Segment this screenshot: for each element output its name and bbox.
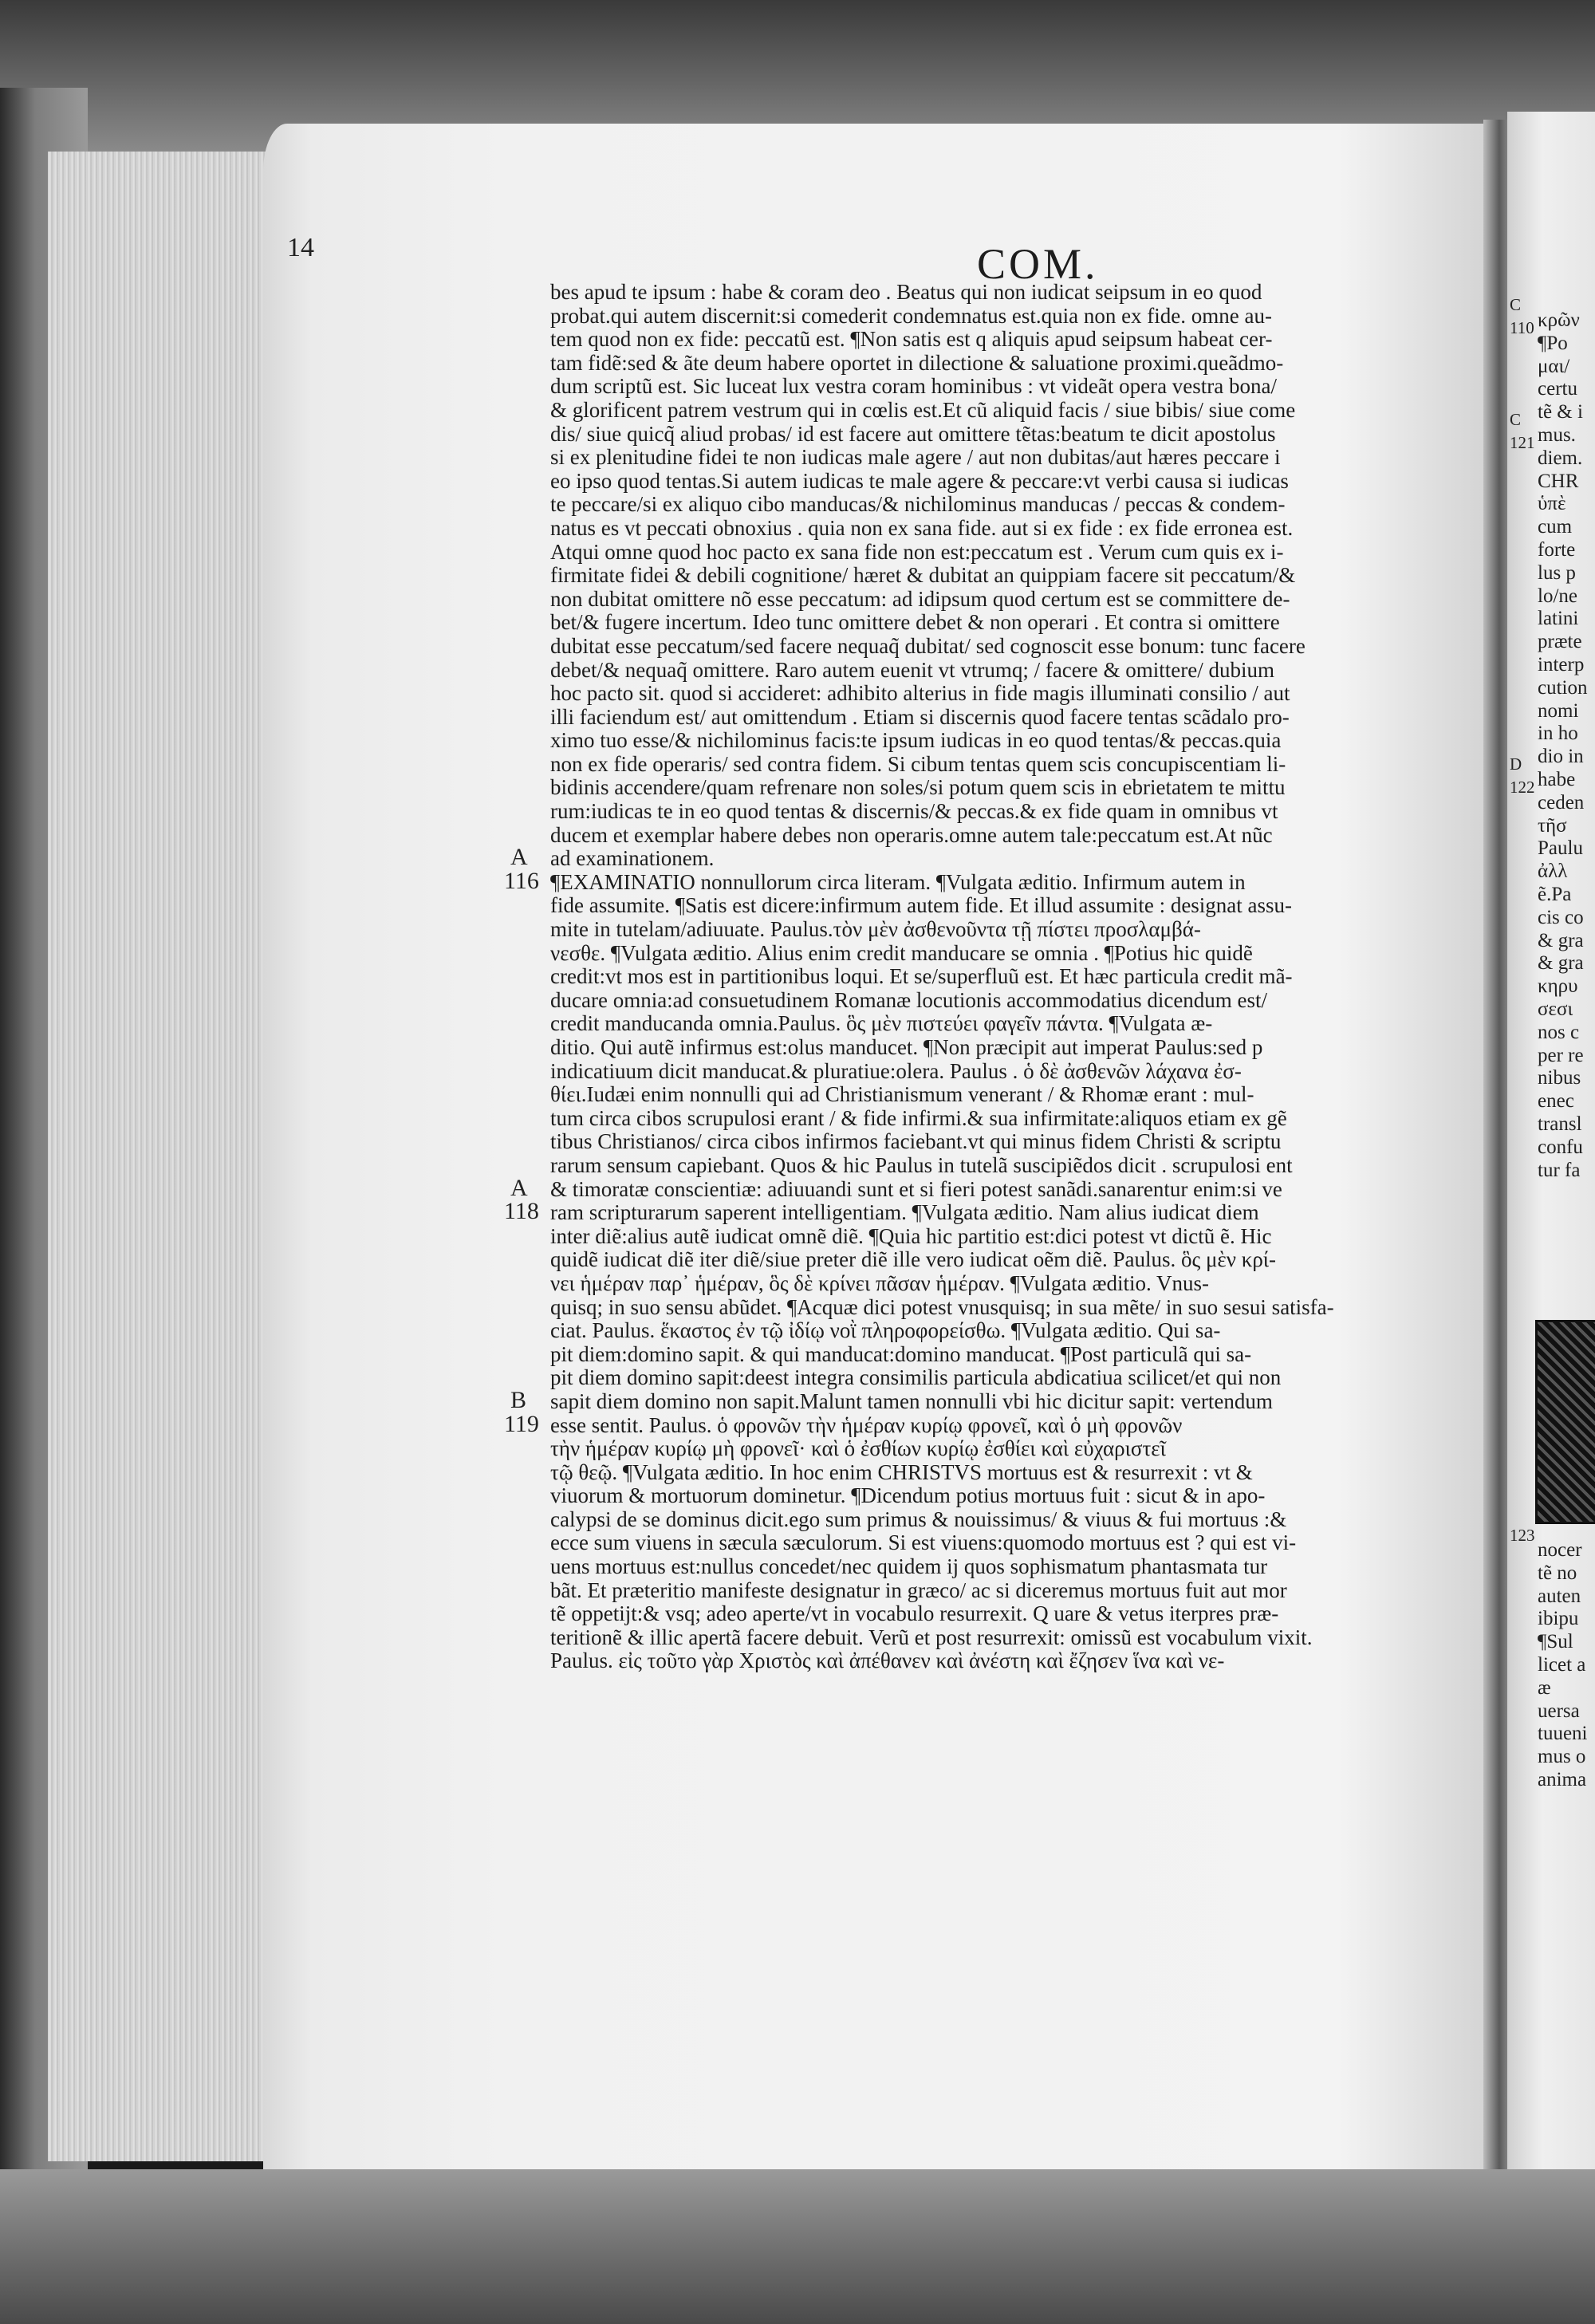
text-line: probat.qui autem discernit:si comederit condemnatus est.quia non ex fide. omne au- bbox=[550, 304, 1272, 328]
right-page-line: μαι/ bbox=[1538, 355, 1570, 377]
text-line: calypsi de se dominus dicit.ego sum primus & nouissimus/ & viuus & fui mortuus :& bbox=[550, 1507, 1287, 1531]
text-line: illi faciendum est/ aut omittendum . Etiam si discernis quod facere tentas scãdalo pro- bbox=[550, 705, 1290, 729]
right-page-line: æ bbox=[1538, 1676, 1551, 1699]
right-page-line: ¶Po bbox=[1538, 332, 1568, 354]
right-page-line: tẽ & i bbox=[1538, 401, 1583, 423]
text-line: tum circa cibos scrupulosi erant / & fide infirmi.& sua infirmitate:aliquos etiam ex gẽ bbox=[550, 1106, 1287, 1130]
text-line: inter diẽ:alius autẽ iudicat omnẽ diẽ. ¶Quia hic partitio est:dici potest vt dictũ ẽ. Hic bbox=[550, 1224, 1272, 1248]
text-line: esse sentit. Paulus. ὁ φρονῶν τὴν ἡμέραν κυρίῳ φρονεῖ, καὶ ὁ μὴ φρονῶν bbox=[550, 1413, 1183, 1437]
text-line: quidẽ iudicat diẽ iter diẽ/siue preter diẽ ille vero iudicat oẽm diẽ. Paulus. ὃς μὲν κρί- bbox=[550, 1248, 1277, 1272]
text-line: ducare omnia:ad consuetudinem Romanæ locutionis accommodatius dicendum est/ bbox=[550, 988, 1268, 1012]
text-line: firmitate fidei & debili cognitione/ hæret & dubitat an quippiam facere sit peccatum/& bbox=[550, 564, 1296, 588]
text-line: ditio. Qui autẽ infirmus est:olus manducet. ¶Non præcipit aut imperat Paulus:sed p bbox=[550, 1036, 1263, 1059]
text-line: τὴν ἡμέραν κυρίῳ μὴ φρονεῖ· καὶ ὁ ἐσθίων κυρίῳ ἐσθίει καὶ εὐχαριστεῖ bbox=[550, 1437, 1166, 1461]
text-line: ducem et exemplar habere debes non operaris.omne autem tale:peccatum est.At nũc bbox=[550, 823, 1273, 847]
text-line: rarum sensum capiebant. Quos & hic Paulus in tutelã suscipiẽdos dicit . scrupulosi ent bbox=[550, 1153, 1293, 1177]
text-line: rum:iudicas te in eo quod tentas & discernis/& peccas.& ex fide quam in omnibus vt bbox=[550, 800, 1278, 824]
margin-note: A bbox=[510, 844, 528, 871]
right-page-line: lo/ne bbox=[1538, 585, 1577, 607]
text-line: νεσθε. ¶Vulgata æditio. Alius enim credit manducare se omnia . ¶Potius hic quidẽ bbox=[550, 941, 1253, 965]
right-page-line: κηρυ bbox=[1538, 975, 1578, 998]
text-line: bes apud te ipsum : habe & coram deo . Beatus qui non iudicat seipsum in eo quod bbox=[550, 281, 1262, 304]
right-page-line: tur fa bbox=[1538, 1159, 1581, 1181]
text-line: non ex fide operaris/ sed contra fidem. Si cibum tentas quem scis concupiscentiam li- bbox=[550, 752, 1286, 776]
margin-note: B bbox=[510, 1387, 527, 1414]
right-page-line: anima bbox=[1538, 1769, 1587, 1790]
text-line: θίει.Iudæi enim nonnulli qui ad Christianismum venerant / & Rhomæ erant : mul- bbox=[550, 1083, 1254, 1107]
text-line: bidinis accendere/quam refrenare non soles/si potum quem scis in ebrietatem te mittu bbox=[550, 776, 1286, 800]
right-page-line: nomi bbox=[1538, 699, 1579, 722]
text-line: pit diem domino sapit:deest integra consimilis particula abdicatiua scilicet/et qui non bbox=[550, 1366, 1282, 1390]
text-line: & timoratæ conscientiæ: adiuuandi sunt et si fieri potest sanãdi.sanarentur enim:si ve bbox=[550, 1177, 1282, 1201]
text-line: ad examinationem. bbox=[550, 847, 715, 871]
text-line: ¶EXAMINATIO nonnullorum circa literam. ¶Vulgata æditio. Infirmum autem in bbox=[550, 870, 1246, 894]
right-page-line: interp bbox=[1538, 654, 1585, 676]
right-page-line: nos c bbox=[1538, 1021, 1580, 1043]
text-line: ciat. Paulus. ἕκαστος ἐν τῷ ἰδίῳ νοῒ πληροφορείσθω. ¶Vulgata æditio. Qui sa- bbox=[550, 1319, 1221, 1343]
right-page-line: dio in bbox=[1538, 746, 1584, 768]
right-page-line: ὑπὲ bbox=[1538, 493, 1566, 515]
right-page-line: σεσι bbox=[1538, 999, 1573, 1020]
text-line: ximo tuo esse/& nichilominus facis:te ipsum iudicas in eo quod tentas/& peccas.quia bbox=[550, 729, 1282, 753]
text-line: mite in tutelam/adiuuate. Paulus.τὸν μὲν ἀσθενοῦντα τῇ πίστει προσλαμβά- bbox=[550, 918, 1201, 942]
right-page-line: tuueni bbox=[1538, 1723, 1588, 1745]
right-margin-note: 110 bbox=[1510, 317, 1534, 337]
right-page-line: ẽ.Pa bbox=[1538, 884, 1572, 905]
right-page-line: habe bbox=[1538, 769, 1576, 790]
margin-note: A bbox=[510, 1174, 528, 1201]
text-line: debet/& nequaq̃ omittere. Raro autem euenit vt vtrumq; / facere & omittere/ dubium bbox=[550, 658, 1274, 682]
right-page-line: in ho bbox=[1538, 723, 1578, 745]
right-margin-note: 121 bbox=[1510, 432, 1535, 452]
text-line: credit manducanda omnia.Paulus. ὃς μὲν πιστεύει φαγεῖν πάντα. ¶Vulgata æ- bbox=[550, 1012, 1213, 1036]
running-head: COM. bbox=[977, 240, 1099, 288]
right-margin-note: C bbox=[1510, 410, 1522, 429]
text-line: tam fidẽ:sed & ãte deum habere oportet in dilectione & saluatione proximi.queãdmo- bbox=[550, 351, 1284, 375]
decorated-initial bbox=[1535, 1320, 1595, 1524]
right-page-line: auten bbox=[1538, 1585, 1581, 1607]
margin-note: 119 bbox=[504, 1410, 539, 1437]
text-line: natus es vt peccati obnoxius . quia non ex sana fide. aut si ex fide : ex fide erronea est. bbox=[550, 516, 1294, 540]
text-line: si ex plenitudine fidei te non iudicas male agere / aut non dubitas/aut hæres peccare i bbox=[550, 446, 1281, 470]
right-page-line: & gra bbox=[1538, 929, 1584, 951]
text-line: eo ipso quod tentas.Si autem iudicas te male agere & peccare:vt verbi causa si iudicas bbox=[550, 469, 1289, 493]
right-page-line: mus. bbox=[1538, 424, 1576, 446]
text-line: pit diem:domino sapit. & qui manducat:domino manducat. ¶Post particulã qui sa- bbox=[550, 1342, 1252, 1366]
text-line: & glorificent patrem vestrum qui in cœlis est.Et cũ aliquid facis / siue bibis/ siue come bbox=[550, 398, 1296, 422]
text-line: tem quod non ex fide: peccatũ est. ¶Non satis est q aliquis apud seipsum habeat cer- bbox=[550, 328, 1273, 352]
text-line: uens mortuus est:nullus concedet/nec quidem ij quos sophismatum phantasmata tur bbox=[550, 1555, 1268, 1579]
right-page-line: tẽ no bbox=[1538, 1562, 1577, 1584]
folio-number: 14 bbox=[287, 233, 314, 262]
margin-note: 116 bbox=[504, 868, 539, 894]
right-page-line: confu bbox=[1538, 1136, 1583, 1158]
text-line: non dubitat omittere nõ esse peccatum: ad idipsum quod certum est se committere de- bbox=[550, 587, 1290, 611]
text-line: quisq; in suo sensu abũdet. ¶Acquæ dici potest vnusquisq; in sua mẽte/ in suo sesui satisfa- bbox=[550, 1295, 1334, 1319]
page-stack-edges bbox=[48, 152, 273, 2161]
right-margin-note: 123 bbox=[1510, 1526, 1535, 1545]
right-page-line: forte bbox=[1538, 539, 1576, 561]
text-line: bãt. Et præteritio manifeste designatur in græco/ ac si diceremus mortuus fuit aut mor bbox=[550, 1578, 1287, 1602]
text-line: viuorum & mortuorum dominetur. ¶Dicendum potius mortuus fuit : sicut & in apo- bbox=[550, 1484, 1266, 1508]
right-margin-note: D bbox=[1510, 754, 1522, 774]
right-page-line: lus p bbox=[1538, 561, 1576, 584]
right-page-line: & gra bbox=[1538, 952, 1584, 975]
right-page-line: CHR bbox=[1538, 470, 1579, 492]
text-line: teritionẽ & illic apertã facere debuit. Verũ et post resurrexit: omissũ est vocabulum vixit. bbox=[550, 1625, 1313, 1649]
right-page-line: transl bbox=[1538, 1113, 1582, 1135]
right-page-line: licet a bbox=[1538, 1654, 1586, 1676]
text-line: dum scriptũ est. Sic luceat lux vestra coram hominibus : vt videãt opera vestra bona/ bbox=[550, 375, 1278, 399]
right-page-line: Paulu bbox=[1538, 837, 1583, 860]
right-page-line: per re bbox=[1538, 1044, 1584, 1066]
margin-note: 118 bbox=[504, 1198, 539, 1225]
text-line: te peccare/si ex aliquo cibo manducas/& nichilominus manducas / peccas & condem- bbox=[550, 493, 1286, 517]
right-page-line: latini bbox=[1538, 608, 1579, 630]
text-line: dis/ siue quicq̃ aliud probas/ id est facere aut omittere tẽtas:beatum te dicit apostolus bbox=[550, 422, 1276, 446]
right-page-line: τῆσ bbox=[1538, 814, 1567, 837]
text-line: indicatiuum dicit manducat.& pluratiue:olera. Paulus . ὁ δὲ ἀσθενῶν λάχανα ἐσ- bbox=[550, 1059, 1242, 1083]
right-page-line: ἀλλ bbox=[1538, 861, 1568, 883]
text-line: τῷ θεῷ. ¶Vulgata æditio. In hoc enim CHRISTVS mortuus est & resurrexit : vt & bbox=[550, 1460, 1253, 1484]
right-page-line: nibus bbox=[1538, 1067, 1581, 1089]
right-page-line: diem. bbox=[1538, 447, 1583, 469]
right-page-line: enec bbox=[1538, 1090, 1574, 1113]
right-page-line: præte bbox=[1538, 631, 1582, 653]
text-line: νει ἡμέραν παρ᾽ ἡμέραν, ὃς δὲ κρίνει πᾶσαν ἡμέραν. ¶Vulgata æditio. Vnus- bbox=[550, 1271, 1210, 1295]
text-line: Paulus. εἰς τοῦτο γὰρ Χριστὸς καὶ ἀπέθανεν καὶ ἀνέστη καὶ ἔζησεν ἵνα καὶ νε- bbox=[550, 1649, 1225, 1673]
text-line: ram scripturarum saperent intelligentiam. ¶Vulgata æditio. Nam alius iudicat diem bbox=[550, 1201, 1259, 1225]
right-page-line: uersa bbox=[1538, 1700, 1580, 1722]
scanner-background-bottom bbox=[0, 2169, 1595, 2324]
right-margin-note: 122 bbox=[1510, 777, 1535, 797]
right-page-line: mus o bbox=[1538, 1746, 1586, 1768]
right-margin-note: C bbox=[1510, 295, 1522, 314]
right-page-line: ¶Sul bbox=[1538, 1631, 1573, 1653]
text-line: tibus Christianos/ circa cibos infirmos faciebant.vt qui minus fidem Christi & scriptu bbox=[550, 1130, 1282, 1154]
right-page-line: ibipu bbox=[1538, 1608, 1579, 1630]
right-page-line: ceden bbox=[1538, 791, 1585, 813]
text-line: Atqui omne quod hoc pacto ex sana fide non est:peccatum est . Verum cum quis ex i- bbox=[550, 540, 1284, 564]
text-line: credit:vt mos est in partitionibus loqui. Et se/superfluũ est. Et hæc particula credit mã- bbox=[550, 965, 1293, 989]
right-page-line: cis co bbox=[1538, 906, 1584, 928]
text-line: dubitat esse peccatum/sed facere nequaq̃ dubitat/ sed cognoscit esse bonum: tunc facere bbox=[550, 634, 1306, 658]
right-page-line: certu bbox=[1538, 378, 1577, 400]
text-line: sapit diem domino non sapit.Malunt tamen nonnulli vbi hic dicitur sapit: vertendum bbox=[550, 1389, 1273, 1413]
text-line: fide assumite. ¶Satis est dicere:infirmum autem fide. Et illud assumite : designat assu- bbox=[550, 894, 1293, 918]
right-page-line: cum bbox=[1538, 516, 1573, 538]
text-line: tẽ oppetijt:& vsq; adeo aperte/vt in vocabulo resurrexit. Q uare & vetus iterpres præ- bbox=[550, 1602, 1279, 1626]
text-line: bet/& fugere incertum. Ideo tunc omittere debet & non operari . Et contra si omittere bbox=[550, 611, 1280, 635]
text-line: ecce sum viuens in sæcula sæculorum. Si est viuens:quomodo mortuus est ? qui est vi- bbox=[550, 1531, 1297, 1555]
right-page-line: cution bbox=[1538, 676, 1588, 699]
text-line: hoc pacto sit. quod si accideret: adhibito alterius in fide magis illuminati consilio / aut bbox=[550, 682, 1290, 706]
right-page-line: nocer bbox=[1538, 1539, 1582, 1561]
main-text-block bbox=[550, 281, 1436, 1673]
right-page-line: κρῶν bbox=[1538, 309, 1580, 331]
